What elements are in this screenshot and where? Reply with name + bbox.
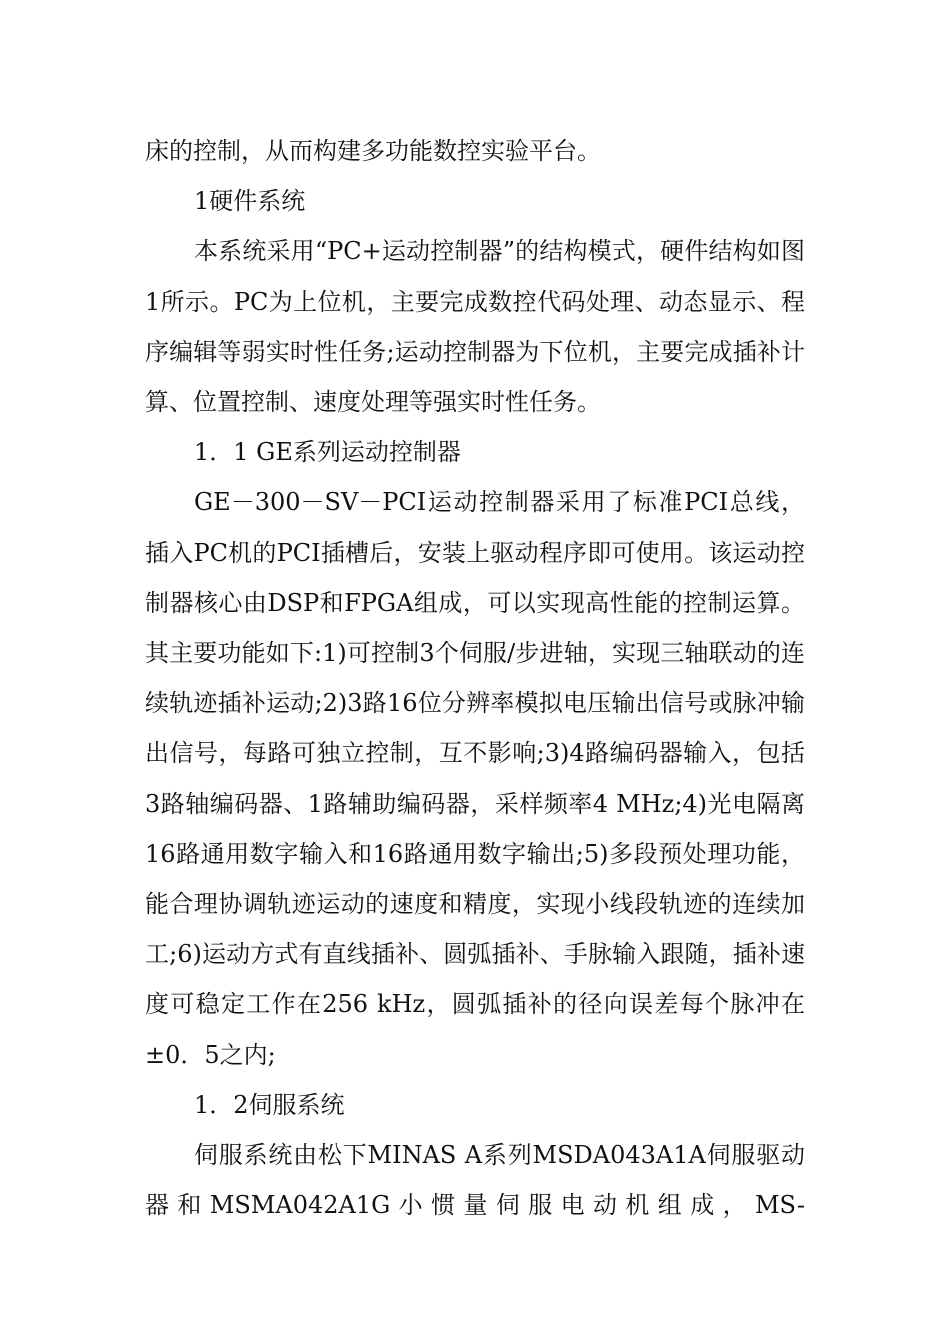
subsection-heading-motion-controller: 1．1 GE系列运动控制器 bbox=[194, 438, 461, 467]
paragraph-hardware-overview: 本系统采用“PC+运动控制器”的结构模式，硬件结构如图1所示。PC为上位机，主要完成数控代码处理、动态显示、程序编辑等弱实时性任务;运动控制器为下位机，主要完成插补计算、位置控制、速度处理等强实时性任务。 bbox=[145, 237, 805, 417]
paragraph-servo-system: 伺服系统由松下MINAS A系列MSDA043A1A伺服驱动器和MSMA042A1G小惯量伺服电动机组成，MS- bbox=[145, 1141, 805, 1220]
document-body bbox=[145, 126, 805, 1230]
section-heading-hardware: 1硬件系统 bbox=[194, 187, 306, 216]
subsection-heading-servo-system: 1．2伺服系统 bbox=[194, 1090, 345, 1119]
paragraph-motion-controller: GE－300－SV－PCI运动控制器采用了标准PCI总线，插入PC机的PCI插槽后，安装上驱动程序即可使用。该运动控制器核心由DSP和FPGA组成，可以实现高性能的控制运算。其主要功能如下:1)可控制3个伺服/步进轴，实现三轴联动的连续轨迹插补运动;2)3路16位分辨率模拟电压输出信号或脉冲输出信号，每路可独立控制，互不影响;3)4路编码器输入，包括3路轴编码器、1路辅助编码器，采样频率4 MHz;4)光电隔离16路通用数字输入和16路通用数字输出;5)多段预处理功能，能合理协调轨迹运动的速度和精度，实现小线段轨迹的连续加工;6)运动方式有直线插补、圆弧插补、手脉输入跟随，插补速度可稳定工作在256 kHz，圆弧插补的径向误差每个脉冲在±0．5之内; bbox=[145, 488, 805, 1069]
paragraph-continuation: 床的控制，从而构建多功能数控实验平台。 bbox=[145, 137, 601, 165]
